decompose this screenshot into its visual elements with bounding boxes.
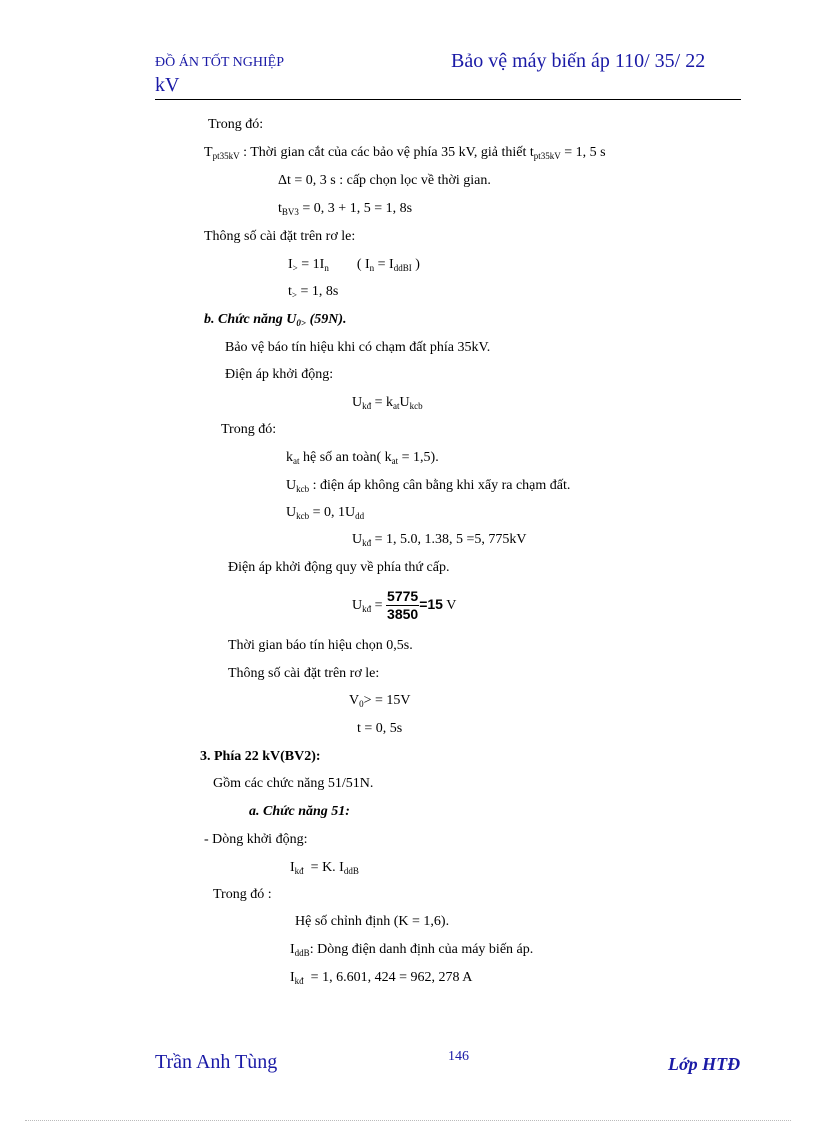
line-ukcb-val: $U_{kcb} = 0$, $1U_{dd}$ bbox=[286, 505, 365, 521]
line-ukd-val: $U_{kđ} = 1$, 5.0, 1.38, 5 =5, 775kV bbox=[352, 532, 527, 548]
section-a-heading: a. Chức năng 51: bbox=[249, 804, 350, 819]
text-trong-do-1: Trong đó: bbox=[208, 117, 264, 132]
footer-author: Trần Anh Tùng bbox=[155, 1051, 278, 1073]
footer-class: Lớp HTĐ bbox=[668, 1054, 741, 1074]
header-rule bbox=[155, 99, 741, 100]
header-title-left-cont: kV bbox=[155, 74, 180, 96]
line-t-05: t = 0, 5s bbox=[357, 721, 403, 736]
text-quy-ve: Điện áp khởi động quy về phía thứ cấp. bbox=[228, 560, 450, 575]
line-i-setting: $I_> = 1I_n$ ( $I_n = I_{ddBI}$ ) bbox=[288, 257, 420, 273]
line-v0: $V_0> = 15V$ bbox=[349, 693, 411, 709]
page-number: 146 bbox=[448, 1049, 469, 1064]
text-thong-so-2: Thông số cài đặt trên rơ le: bbox=[228, 666, 380, 681]
line-t-setting: $t_> = 1$, 8s bbox=[288, 284, 339, 300]
section-b-heading: b. Chức năng $U_{0>}$ (59N). bbox=[204, 312, 347, 328]
line-iddb: $I_{ddB}$: Dòng điện danh định của máy biến áp. bbox=[290, 942, 534, 958]
text-dong-kd: - Dòng khởi động: bbox=[204, 832, 308, 847]
text-gom: Gồm các chức năng 51/51N. bbox=[213, 776, 374, 791]
line-ukcb-def: $U_{kcb}$ : điện áp không cân bằng khi xẩy ra chạm đất. bbox=[286, 478, 571, 494]
line-kat: $k_{at}$ hệ số an toàn( $k_{at} = 1,5$). bbox=[286, 450, 439, 466]
text-trong-do-3: Trong đó : bbox=[213, 887, 272, 902]
formula-ukd: $U_{kđ} = k_{at}U_{kcb}$ bbox=[352, 395, 423, 411]
text-dien-ap-kd: Điện áp khởi động: bbox=[225, 367, 334, 382]
line-delta-t: Δt = 0, 3 s : cấp chọn lọc về thời gian. bbox=[278, 173, 491, 188]
text-thoi-gian: Thời gian báo tín hiệu chọn 0,5s. bbox=[228, 638, 413, 653]
fraction: $\frac{5775}{3850}$ bbox=[387, 588, 419, 623]
formula-ukd-fraction: $U_{kđ}$ = $\frac{5775}{3850}$ =15 V bbox=[352, 588, 457, 623]
formula-ikd: $I_{kđ} = K$. $I_{ddB}$ bbox=[290, 860, 359, 876]
header-title-right: Bảo vệ máy biến áp 110/ 35/ 22 bbox=[451, 50, 706, 72]
text-bao-ve: Bảo vệ báo tín hiệu khi có chạm đất phía 35kV. bbox=[225, 340, 491, 355]
section-3-heading: 3. Phía 22 kV(BV2): bbox=[200, 749, 321, 764]
line-tpt35kv: $T_{pt35kV}$ : Thời gian cắt của các bảo vệ phía 35 kV, giả thiết $t_{pt35kV} = 1$, 5 s bbox=[204, 145, 606, 161]
line-k: Hệ số chỉnh định (K = 1,6). bbox=[295, 914, 450, 929]
page-bottom-rule bbox=[25, 1120, 791, 1121]
line-tbv3: $t_{BV3} = 0$, 3 + 1, 5 = 1, 8s bbox=[278, 201, 413, 217]
text-trong-do-2: Trong đó: bbox=[221, 422, 277, 437]
line-ikd-val: $I_{kđ} = 1$, 6.601, 424 = 962, 278 A bbox=[290, 970, 473, 986]
text-thong-so-1: Thông số cài đặt trên rơ le: bbox=[204, 229, 356, 244]
header-title-left: ĐỒ ÁN TỐT NGHIỆP bbox=[155, 55, 284, 70]
